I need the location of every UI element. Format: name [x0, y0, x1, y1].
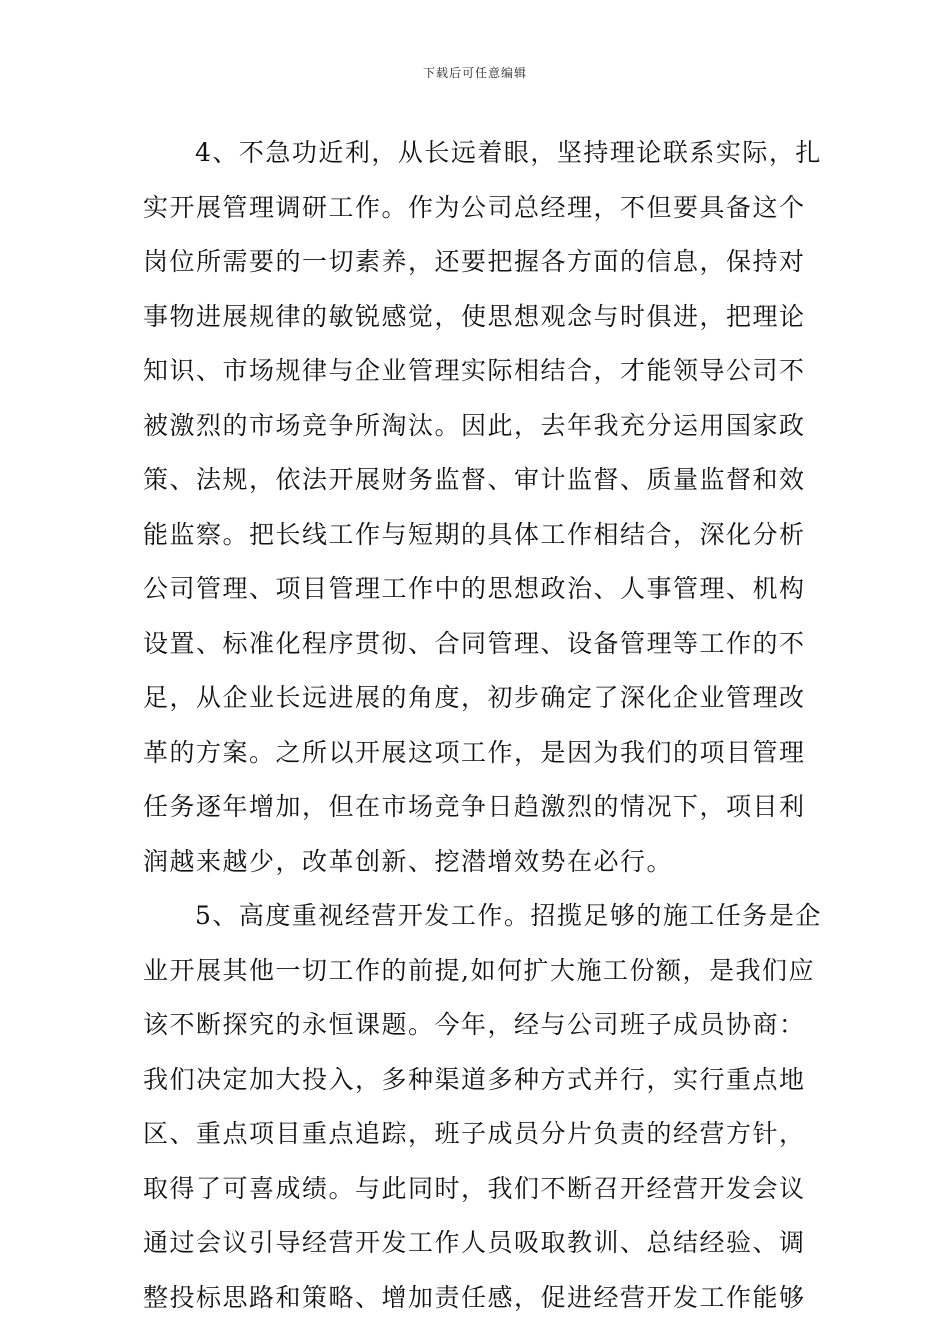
paragraph-4-line: 知识、市场规律与企业管理实际相结合，才能领导公司不	[143, 356, 806, 385]
paragraph-4-line: 公司管理、项目管理工作中的思想政治、人事管理、机构	[143, 574, 806, 603]
document-body	[143, 126, 822, 1325]
paragraph-4-line: 4、不急功近利，从长远着眼，坚持理论联系实际，扎	[195, 138, 822, 167]
paragraph-5-line: 通过会议引导经营开发工作人员吸取教训、总结经验、调	[143, 1228, 806, 1257]
paragraph-4-line: 润越来越少，改革创新、挖潜增效势在必行。	[143, 846, 674, 876]
paragraph-4-line: 能监察。把长线工作与短期的具体工作相结合，深化分析	[143, 519, 806, 549]
paragraph-4-line: 实开展管理调研工作。作为公司总经理，不但要具备这个	[143, 192, 806, 222]
paragraph-5-line: 我们决定加大投入，多种渠道多种方式并行，实行重点地	[143, 1064, 806, 1094]
paragraph-5-line: 整投标思路和策略、增加责任感，促进经营开发工作能够	[143, 1282, 806, 1312]
paragraph-4-line: 设置、标准化程序贯彻、合同管理、设备管理等工作的不	[143, 628, 806, 658]
paragraph-4-line: 足，从企业长远进展的角度，初步确定了深化企业管理改	[143, 683, 806, 712]
paragraph-4-line: 事物进展规律的敏锐感觉，使思想观念与时俱进，把理论	[143, 301, 806, 331]
paragraph-5-line: 5、高度重视经营开发工作。招揽足够的施工任务是企	[195, 901, 822, 930]
paragraph-4-line: 任务逐年增加，但在市场竞争日趋激烈的情况下，项目利	[143, 792, 806, 821]
paragraph-5-line: 该不断探究的永恒课题。今年，经与公司班子成员协商：	[143, 1010, 806, 1039]
paragraph-5-line: 区、重点项目重点追踪，班子成员分片负责的经营方针，	[143, 1119, 806, 1148]
paragraph-4-line: 被激烈的市场竞争所淘汰。因此，去年我充分运用国家政	[143, 410, 806, 440]
paragraph-4-line: 岗位所需要的一切素养，还要把握各方面的信息，保持对	[143, 247, 806, 276]
paragraph-4-line: 革的方案。之所以开展这项工作，是因为我们的项目管理	[143, 737, 806, 767]
page-header: 下载后可任意编辑	[422, 66, 527, 80]
paragraph-4-line: 策、法规，依法开展财务监督、审计监督、质量监督和效	[143, 465, 806, 494]
paragraph-5-line: 业开展其他一切工作的前提,如何扩大施工份额，是我们应	[143, 955, 815, 985]
paragraph-5-line: 取得了可喜成绩。与此同时，我们不断召开经营开发会议	[143, 1173, 806, 1203]
